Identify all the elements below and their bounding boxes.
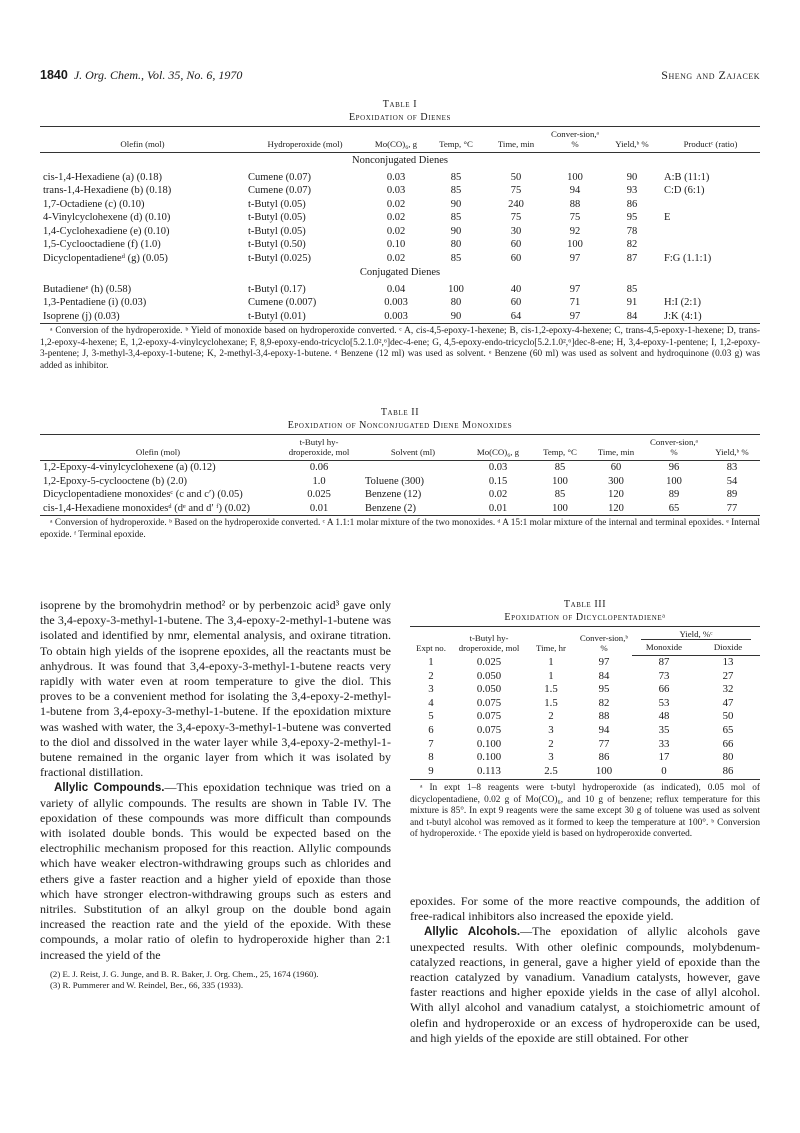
table-cell: 85 xyxy=(554,489,566,500)
table-cell: Dicyclopentadiene monoxidesᶜ (c and c′) (0.05) xyxy=(43,489,243,500)
table-cell: 64 xyxy=(510,310,522,322)
column-header: Time, min xyxy=(588,435,644,461)
table-cell: 0 xyxy=(661,764,667,777)
section-heading-allylic-compounds: Allylic Compounds. xyxy=(54,781,165,795)
table-cell: 77 xyxy=(598,737,610,750)
table-1-title: Epoxidation of Dienes xyxy=(348,112,452,123)
table-cell: trans-1,4-Hexadiene (b) (0.18) xyxy=(43,185,172,196)
table-cell: 91 xyxy=(626,297,638,308)
table-row xyxy=(40,310,760,324)
table-cell: 53 xyxy=(658,696,670,709)
table-cell xyxy=(661,283,760,297)
table-cell: 83 xyxy=(726,462,738,473)
table-cell: 85 xyxy=(450,171,462,183)
table-cell: 0.02 xyxy=(386,212,406,223)
table-cell: 65 xyxy=(668,502,680,514)
table-cell: 2.5 xyxy=(544,764,558,777)
table-1-grid xyxy=(40,126,760,323)
table-cell: 85 xyxy=(450,252,462,264)
table-cell xyxy=(661,225,760,239)
table-cell: 7 xyxy=(428,737,434,750)
table-cell: 35 xyxy=(658,723,670,736)
column-header: Yield,ᵇ % xyxy=(704,435,760,461)
table-cell: 1.5 xyxy=(544,696,558,709)
table-cell: 86 xyxy=(626,198,638,210)
table-cell: cis-1,4-Hexadiene (a) (0.18) xyxy=(43,171,162,183)
table-cell: 48 xyxy=(658,710,670,723)
right-column-text xyxy=(410,894,760,1046)
table-cell: 1.5 xyxy=(544,683,558,696)
table-cell: 0.003 xyxy=(384,310,408,322)
table-cell: 0.02 xyxy=(488,489,508,500)
table-cell: 6 xyxy=(428,723,434,736)
table-cell: 97 xyxy=(569,310,581,322)
table-cell: 1 xyxy=(548,669,554,682)
table-cell: 86 xyxy=(722,764,734,777)
table-cell: 88 xyxy=(598,710,610,723)
table-cell: 1 xyxy=(428,655,434,668)
table-cell: 82 xyxy=(626,239,638,250)
table-cell: C:D (6:1) xyxy=(664,185,705,196)
table-3 xyxy=(410,598,760,841)
reference-3: (3) R. Pummerer and W. Reindel, Ber., 66, 335 (1933). xyxy=(50,979,244,990)
table-cell: 77 xyxy=(726,502,738,514)
table-row xyxy=(40,283,760,297)
column-header: Olefin (mol) xyxy=(40,435,276,461)
table-row xyxy=(410,738,760,752)
page-number: 1840 xyxy=(40,68,68,82)
column-header: Dioxide xyxy=(696,640,760,656)
table-cell: t-Butyl (0.05) xyxy=(248,198,306,210)
table-cell: t-Butyl (0.17) xyxy=(248,283,306,295)
table-cell: 94 xyxy=(598,723,610,736)
table-cell: 0.050 xyxy=(476,669,502,682)
table-cell: 0.02 xyxy=(386,225,406,237)
table-cell: 96 xyxy=(668,462,680,473)
table-cell: 78 xyxy=(626,225,638,237)
table-cell: 300 xyxy=(608,475,624,487)
table-row xyxy=(410,751,760,765)
table-2-footnote: ᵃ Conversion of hydroperoxide. ᵇ Based on the hydroperoxide converted. ᶜ A 1.1:1 molar mixture of the two monoxides. ᵈ A 15:1 molar mixture of the internal and terminal epoxides. ᵉ Internal epoxide. ᶠ Terminal epoxide. xyxy=(40,515,760,541)
table-cell: 80 xyxy=(722,751,734,764)
column-header: Temp, °C xyxy=(532,435,588,461)
table-cell xyxy=(661,198,760,212)
table-cell: 5 xyxy=(428,710,434,723)
table-cell: 33 xyxy=(658,737,670,750)
table-row xyxy=(40,225,760,239)
table-cell: 82 xyxy=(598,696,610,709)
table-row xyxy=(410,697,760,711)
table-cell: 8 xyxy=(428,751,434,764)
table-cell: 0.025 xyxy=(307,489,331,500)
table-3-header-row xyxy=(410,627,760,641)
column-header: Mo(CO)₆, g xyxy=(365,127,427,153)
paragraph: epoxides. For some of the more reactive compounds, the addition of free-radical inhibitors also increased the epoxide yield. xyxy=(410,894,760,924)
column-header: Yield,ᵇ % xyxy=(603,127,661,153)
table-cell: 0.03 xyxy=(386,185,406,196)
table-cell: 85 xyxy=(450,185,462,196)
table-cell: 85 xyxy=(626,283,638,295)
running-head-authors: Sheng and Zajacek xyxy=(661,68,760,82)
column-group-header xyxy=(632,627,760,641)
table-cell: 1,3-Pentadiene (i) (0.03) xyxy=(43,297,147,308)
table-cell: 1,7-Octadiene (c) (0.10) xyxy=(43,198,145,210)
column-header: Temp, °C xyxy=(427,127,485,153)
table-row xyxy=(410,656,760,670)
column-header: Monoxide xyxy=(632,640,696,656)
table-cell: 75 xyxy=(510,212,522,223)
column-header: Productᶜ (ratio) xyxy=(661,127,760,153)
table-cell: 87 xyxy=(626,252,638,264)
table-cell: 90 xyxy=(626,171,638,183)
table-cell: 2 xyxy=(428,669,434,682)
table-cell: 94 xyxy=(569,185,581,196)
table-row xyxy=(410,670,760,684)
table-cell: 95 xyxy=(626,212,638,223)
table-cell: 1,4-Cyclohexadiene (e) (0.10) xyxy=(43,225,170,237)
running-head xyxy=(40,68,760,86)
column-header: Time, min xyxy=(485,127,547,153)
table-cell: 66 xyxy=(658,683,670,696)
table-cell: t-Butyl (0.01) xyxy=(248,310,306,322)
section-heading: Conjugated Dienes xyxy=(359,267,441,278)
table-cell: 0.075 xyxy=(476,696,502,709)
table-cell: 75 xyxy=(569,212,581,223)
table-cell: t-Butyl (0.05) xyxy=(248,212,306,223)
table-cell: 3 xyxy=(548,751,554,764)
table-cell: 71 xyxy=(569,297,581,308)
table-cell: 0.003 xyxy=(384,297,408,308)
table-2-title: Epoxidation of Nonconjugated Diene Monoxides xyxy=(287,420,513,431)
table-row xyxy=(40,296,760,310)
table-cell: 90 xyxy=(450,310,462,322)
table-cell: 60 xyxy=(510,239,522,250)
table-cell: 86 xyxy=(598,751,610,764)
table-cell: 30 xyxy=(510,225,522,237)
table-1 xyxy=(40,98,760,372)
table-cell: 32 xyxy=(722,683,734,696)
table-row xyxy=(410,710,760,724)
table-cell: 2 xyxy=(548,710,554,723)
table-cell: 100 xyxy=(448,283,464,295)
table-cell: 0.03 xyxy=(386,171,406,183)
table-cell: 4-Vinylcyclohexene (d) (0.10) xyxy=(43,212,171,223)
table-cell: Benzene (2) xyxy=(365,502,417,514)
table-cell: 4 xyxy=(428,696,434,709)
table-cell: 66 xyxy=(722,737,734,750)
table-cell: 0.02 xyxy=(386,198,406,210)
table-cell: 100 xyxy=(552,475,568,487)
table-cell: 84 xyxy=(626,310,638,322)
table-cell: 0.03 xyxy=(488,462,508,473)
table-cell: E xyxy=(664,212,671,223)
table-2-header-row xyxy=(40,435,760,461)
table-cell: 120 xyxy=(608,502,624,514)
references xyxy=(40,969,391,991)
table-cell: 100 xyxy=(567,239,583,250)
table-cell: 88 xyxy=(569,198,581,210)
table-cell: 0.01 xyxy=(309,502,329,514)
table-cell: 97 xyxy=(569,252,581,264)
column-header: Mo(CO)₆, g xyxy=(464,435,532,461)
table-cell: Butadieneᵉ (h) (0.58) xyxy=(43,283,132,295)
table-cell xyxy=(362,461,464,475)
column-header: Expt no. xyxy=(410,627,452,656)
table-cell: 89 xyxy=(726,489,738,500)
table-cell: 84 xyxy=(598,669,610,682)
table-row xyxy=(40,502,760,516)
table-1-header-row xyxy=(40,127,760,153)
table-cell: Isoprene (j) (0.03) xyxy=(43,310,120,322)
table-cell: 1.0 xyxy=(312,475,326,487)
table-cell: 240 xyxy=(508,198,524,210)
table-cell: 50 xyxy=(722,710,734,723)
table-cell: 47 xyxy=(722,696,734,709)
table-cell: Cumene (0.07) xyxy=(248,171,311,183)
table-cell: 89 xyxy=(668,489,680,500)
table-cell: 100 xyxy=(666,475,682,487)
table-cell: 2 xyxy=(548,737,554,750)
table-row xyxy=(40,198,760,212)
table-cell: Cumene (0.07) xyxy=(248,185,311,196)
paragraph xyxy=(40,780,391,962)
table-cell: 1,2-Epoxy-5-cyclooctene (b) (2.0) xyxy=(43,475,188,487)
table-row xyxy=(40,252,760,266)
table-cell: 1 xyxy=(548,655,554,668)
journal-citation: J. Org. Chem., Vol. 35, No. 6, 1970 xyxy=(73,68,243,82)
table-cell: 97 xyxy=(598,655,610,668)
table-cell: 27 xyxy=(722,669,734,682)
left-column-text xyxy=(40,598,391,963)
paragraph: isoprene by the bromohydrin method² or by perbenzoic acid³ gave only the 3,4-epoxy-3-methyl-1-butene. The 3,4-epoxy-2-methyl-1-butene was isolated and identified by nmr, elemental analysis, and oxirane titration. To obtain high yields of the isoprene epoxides, all the reactants must be anhydrous. It was found that 3,4-epoxy-3-methyl-1-butene reacts very rapidly with water even at room temperature to give the diol. This proves to be a convenient method for isolating the 3,4-epoxy-2-methyl-1-butene from 3,4-epoxy-3-methyl-1-butene. If the epoxidation mixture was washed with water, the 3,4-epoxy-3-methyl-1-butene was converted to the diol and dissolved in the water layer while 3,4-epoxy-2-methyl-1-butene remained in the organic layer from which it was isolated by fractional distillation. xyxy=(40,598,391,780)
table-cell: 40 xyxy=(510,283,522,295)
table-cell: 0.100 xyxy=(476,751,502,764)
table-2-label: Table II xyxy=(380,407,420,418)
table-row xyxy=(40,171,760,185)
table-cell: 50 xyxy=(510,171,522,183)
table-1-label: Table I xyxy=(382,99,418,110)
table-cell: 97 xyxy=(569,283,581,295)
paragraph-text: —The epoxidation of allylic alcohols gave unexpected results. With other olefinic compounds, molybdenum-catalyzed reactions, in general, gave a higher yield of epoxide than the reaction catalyzed by vanadium. Vanadium catalysts, however, gave faster reactions and higher epoxide yields in the case of allyl alcohol. With allyl alcohol and vanadium catalyst, a stoichiometric amount of olefin and hydroperoxide or an excess of hydroperoxide can be used, and high yields of the epoxide are still obtained. For other xyxy=(410,924,761,1045)
table-cell: 1,5-Cyclooctadiene (f) (1.0) xyxy=(43,239,161,250)
table-cell: 90 xyxy=(450,198,462,210)
table-cell: 0.10 xyxy=(386,239,406,250)
table-cell: 0.01 xyxy=(488,502,508,514)
table-2 xyxy=(40,406,760,541)
table-cell xyxy=(661,238,760,252)
table-cell: 93 xyxy=(626,185,638,196)
table-cell: t-Butyl (0.05) xyxy=(248,225,306,237)
table-cell: H:I (2:1) xyxy=(664,297,702,308)
table-cell: 92 xyxy=(569,225,581,237)
section-row xyxy=(40,265,760,283)
column-header: t-Butyl hy-droperoxide, mol xyxy=(452,627,526,656)
table-cell: 65 xyxy=(722,723,734,736)
reference-2: (2) E. J. Reist, J. G. Junge, and B. R. Baker, J. Org. Chem., 25, 1674 (1960). xyxy=(50,968,319,979)
table-cell: 54 xyxy=(726,475,738,487)
table-cell: 100 xyxy=(595,764,613,777)
table-cell: 3 xyxy=(548,723,554,736)
table-cell: 13 xyxy=(722,656,734,668)
table-row xyxy=(40,475,760,489)
table-cell: 85 xyxy=(554,462,566,473)
table-3-footnote: ᵃ In expt 1–8 reagents were t-butyl hydroperoxide (as indicated), 0.05 mol of dicyclopentadiene, 0.02 g of Mo(CO)₆, and 10 g of benzene; reflux temperature for this mixture is 85°. In expt 9 reagents were the same except 30 g of toluene was used as solvent and t-butyl alcohol was removed as it formed to keep the temperature at 100°. ᵇ Conversion of hydroperoxide. ᶜ The epoxide yield is based on hydroperoxide converted. xyxy=(410,779,760,841)
table-cell: 100 xyxy=(567,171,583,183)
table-cell: 0.113 xyxy=(477,764,501,777)
paragraph-text: —This epoxidation technique was tried on a variety of allylic compounds. The results are shown in Table IV. The epoxidation of these compounds was more difficult than compounds with isolated double bonds. This would be expected based on the electrophilic mechanism proposed for this reaction. Allylic compounds which have weaker electron-withdrawing groups such as chlorides and ethers give a faster reaction and a higher yield of epoxide than those which have stronger electron-withdrawing groups such as esters and nitriles. Substitution of an alkyl group on the double bond again increased the reaction rate and the yield of the epoxide. With these compounds, a molar ratio of olefin to hydroperoxide higher than 2:1 increased the yield of the xyxy=(40,780,391,962)
table-row xyxy=(40,184,760,198)
table-cell: 0.050 xyxy=(476,683,502,696)
table-cell: 0.15 xyxy=(488,475,508,487)
table-cell: 9 xyxy=(428,764,434,777)
table-row xyxy=(40,211,760,225)
table-3-grid xyxy=(410,626,760,778)
column-header: Olefin (mol) xyxy=(40,127,245,153)
table-cell: 60 xyxy=(510,297,522,308)
column-header: Time, hr xyxy=(526,627,576,656)
table-2-grid xyxy=(40,434,760,515)
column-header: Conver-sion,ᵇ % xyxy=(576,627,632,656)
table-cell: 95 xyxy=(598,683,610,696)
column-header: Hydroperoxide (mol) xyxy=(245,127,365,153)
column-header: t-Butyl hy-droperoxide, mol xyxy=(276,435,362,461)
column-header: Conver-sion,ᵃ % xyxy=(547,127,603,153)
table-cell: t-Butyl (0.025) xyxy=(248,252,311,264)
table-cell: 17 xyxy=(658,751,670,764)
table-cell: 0.06 xyxy=(309,462,329,473)
table-cell: 0.100 xyxy=(476,737,502,750)
column-header: Conver-sion,ᵃ % xyxy=(644,435,704,461)
table-cell: 85 xyxy=(450,212,462,223)
section-heading-allylic-alcohols: Allylic Alcohols. xyxy=(424,925,521,939)
table-cell: 0.025 xyxy=(476,655,502,668)
table-cell: 87 xyxy=(658,656,670,668)
table-cell: 73 xyxy=(658,669,670,682)
section-row xyxy=(40,153,760,171)
paragraph xyxy=(410,924,760,1046)
table-3-title: Epoxidation of Dicyclopentadieneᵃ xyxy=(504,612,666,623)
table-cell: 60 xyxy=(610,462,622,473)
table-cell: 0.075 xyxy=(476,710,502,723)
table-cell: F:G (1.1:1) xyxy=(664,252,712,264)
table-row xyxy=(40,488,760,502)
table-row xyxy=(410,724,760,738)
table-cell: Dicyclopentadieneᵈ (g) (0.05) xyxy=(43,252,168,264)
table-cell: t-Butyl (0.50) xyxy=(248,239,306,250)
table-cell: 0.04 xyxy=(386,283,406,295)
table-cell: J:K (4:1) xyxy=(664,310,702,322)
table-cell: 0.02 xyxy=(386,252,406,264)
table-cell: 80 xyxy=(450,297,462,308)
table-1-footnote: ᵃ Conversion of the hydroperoxide. ᵇ Yield of monoxide based on hydroperoxide converted. ᶜ A, cis-4,5-epoxy-1-hexene; B, cis-1,2-epoxy-4-hexene; C, trans-4,5-epoxy-1-hexene; D, trans-1,2-epoxy-4-hexene; E, 1,2-epoxy-4-vinylcyclohexane; F, 8,9-epoxy-endo-tricyclo[5.2.1.0²,⁶]dec-4-ene; G, 4,5-epoxy-endo-tricyclo[5.2.1.0²,⁶]dec-8-ene; H, 3,4-epoxy-1-pentene; I, 1,2-epoxy-3-pentene; J, 3-methyl-3,4-epoxy-1-butene; K, 2-methyl-3,4-epoxy-1-butene. ᵈ Benzene (12 ml) was used as solvent. ᵉ Benzene (60 ml) was used as solvent and hydroquinone (0.03 g) was added as inhibitor. xyxy=(40,323,760,372)
table-row xyxy=(410,683,760,697)
table-cell: 0.075 xyxy=(476,723,502,736)
table-cell: cis-1,4-Hexadiene monoxidesᵈ (dᵉ and d′ ᶠ) (0.02) xyxy=(43,502,250,514)
table-cell: A:B (11:1) xyxy=(664,171,710,183)
table-3-label: Table III xyxy=(563,599,607,610)
column-header: Solvent (ml) xyxy=(362,435,464,461)
yield-group-label: Yield, %ᶜ xyxy=(641,629,751,640)
table-cell: 75 xyxy=(510,185,522,196)
table-cell: 100 xyxy=(552,502,568,514)
table-cell: 60 xyxy=(510,252,522,264)
table-cell: Cumene (0.007) xyxy=(248,297,317,308)
table-cell: Benzene (12) xyxy=(365,489,422,500)
section-heading: Nonconjugated Dienes xyxy=(352,155,448,166)
table-cell: Toluene (300) xyxy=(365,475,425,487)
table-cell: 80 xyxy=(450,239,462,250)
table-cell: 120 xyxy=(608,489,624,500)
table-cell: 1,2-Epoxy-4-vinylcyclohexene (a) (0.12) xyxy=(43,462,216,473)
running-head-left xyxy=(40,68,242,83)
left-column xyxy=(40,598,391,991)
table-row xyxy=(410,765,760,779)
table-cell: 90 xyxy=(450,225,462,237)
table-cell: 3 xyxy=(428,683,434,696)
table-row xyxy=(40,238,760,252)
table-row xyxy=(40,461,760,475)
